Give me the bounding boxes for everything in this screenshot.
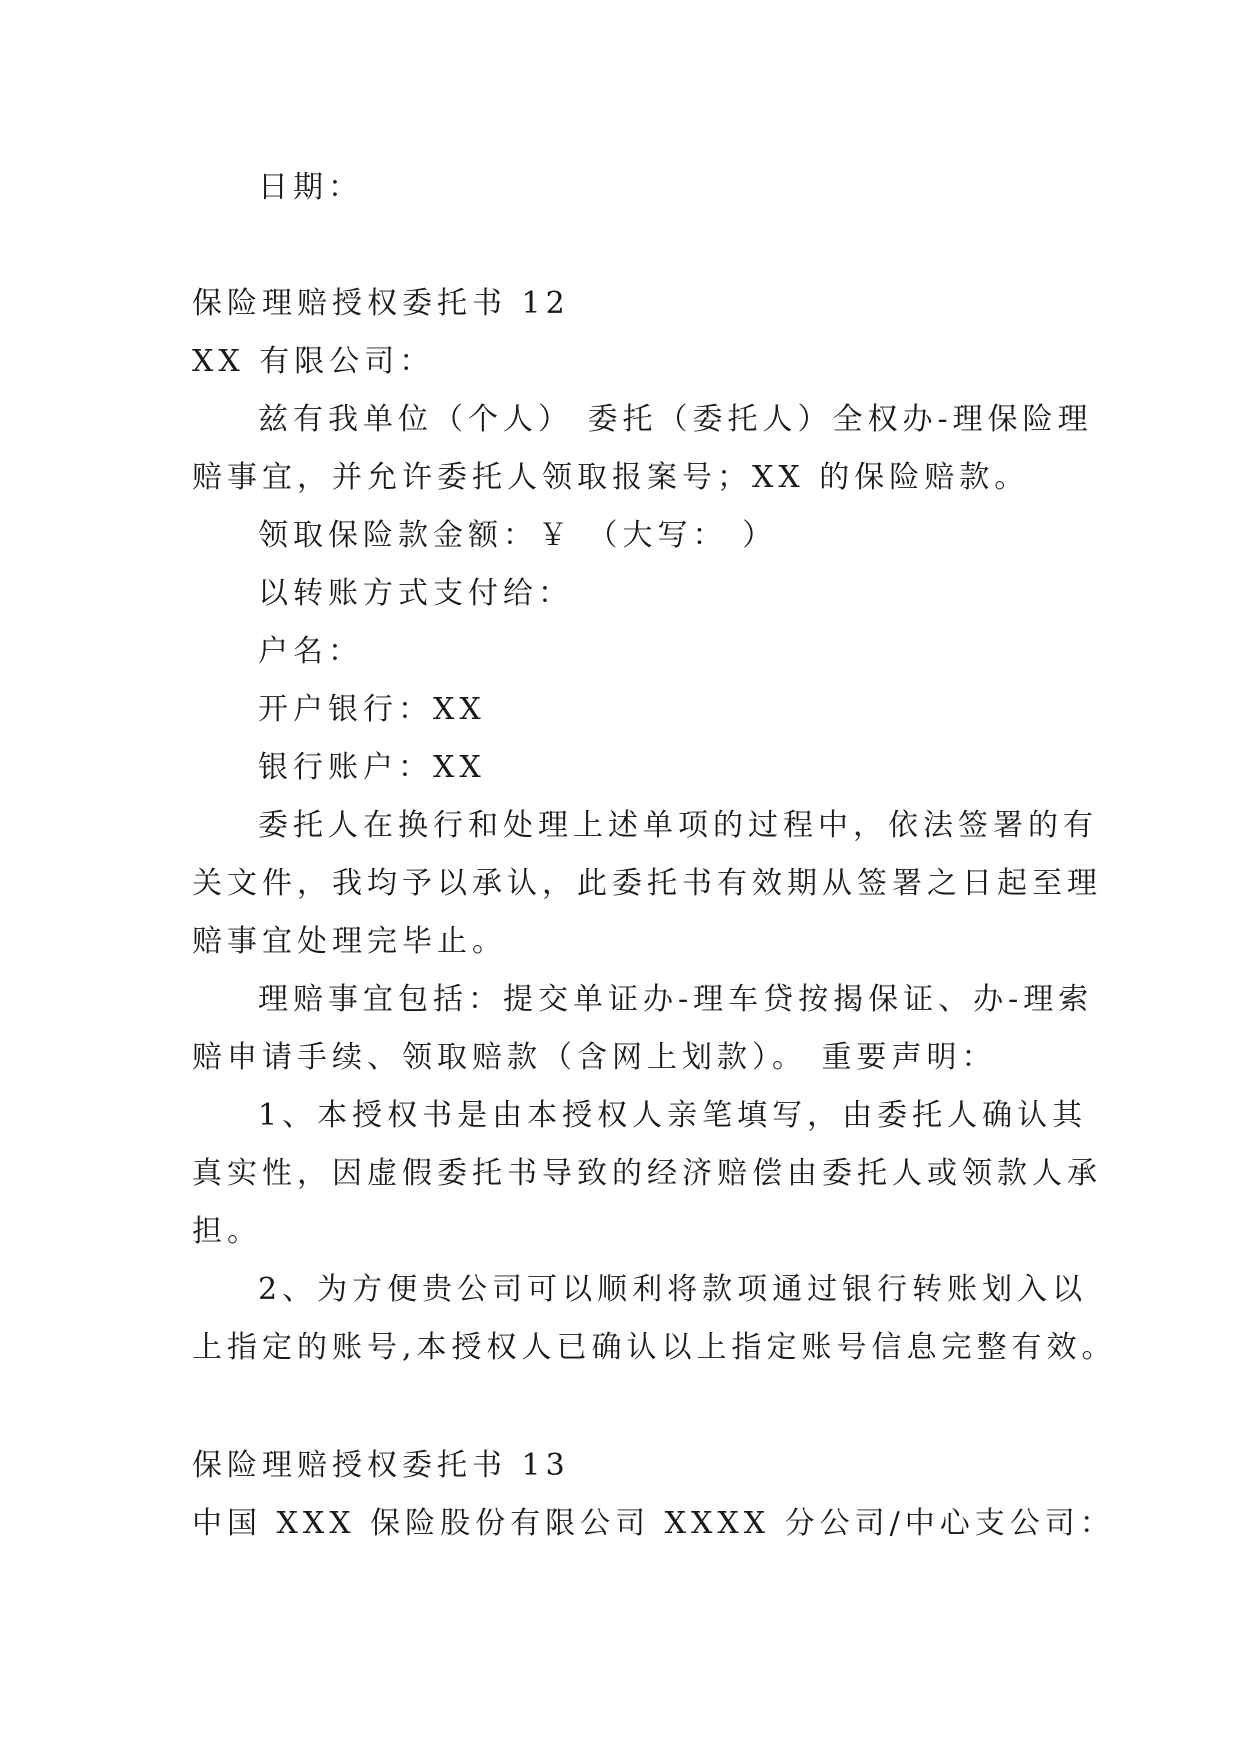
body-line: 兹有我单位（个人） 委托（委托人）全权办-理保险理 — [258, 402, 1093, 437]
section-13-title: 保险理赔授权委托书 13 — [192, 1448, 570, 1483]
payment-method-line: 以转账方式支付给： — [258, 576, 573, 611]
body-line: 真实性，因虚假委托书导致的经济赔偿由委托人或领款人承 — [192, 1156, 1102, 1191]
body-line: 关文件，我均予以承认，此委托书有效期从签署之日起至理 — [192, 866, 1102, 901]
bank-account-line: 银行账户：XX — [258, 750, 486, 785]
section-12-addressee: XX 有限公司： — [192, 344, 435, 379]
date-label: 日期： — [258, 170, 363, 205]
body-line: 担。 — [192, 1214, 262, 1249]
amount-line: 领取保险款金额：￥ （大写： ） — [258, 518, 778, 553]
body-line: 赔事宜，并允许委托人领取报案号；XX 的保险赔款。 — [192, 460, 1030, 495]
body-line: 委托人在换行和处理上述单项的过程中，依法签署的有 — [258, 808, 1098, 843]
body-line: 赔事宜处理完毕止。 — [192, 924, 507, 959]
body-line: 赔申请手续、领取赔款（含网上划款）。 重要声明： — [192, 1040, 997, 1075]
declaration-item: 2、为方便贵公司可以顺利将款项通过银行转账划入以 — [258, 1272, 1088, 1307]
bank-line: 开户银行：XX — [258, 692, 486, 727]
declaration-item: 1、本授权书是由本授权人亲笔填写，由委托人确认其 — [258, 1098, 1088, 1133]
body-line: 上指定的账号,本授权人已确认以上指定账号信息完整有效。 — [192, 1330, 1117, 1365]
section-12-title: 保险理赔授权委托书 12 — [192, 286, 570, 321]
account-name-line: 户名： — [258, 634, 363, 669]
body-line: 理赔事宜包括：提交单证办-理车贷按揭保证、办-理索 — [258, 982, 1094, 1017]
section-13-addressee: 中国 XXX 保险股份有限公司 XXXX 分公司/中心支公司： — [192, 1506, 1115, 1541]
